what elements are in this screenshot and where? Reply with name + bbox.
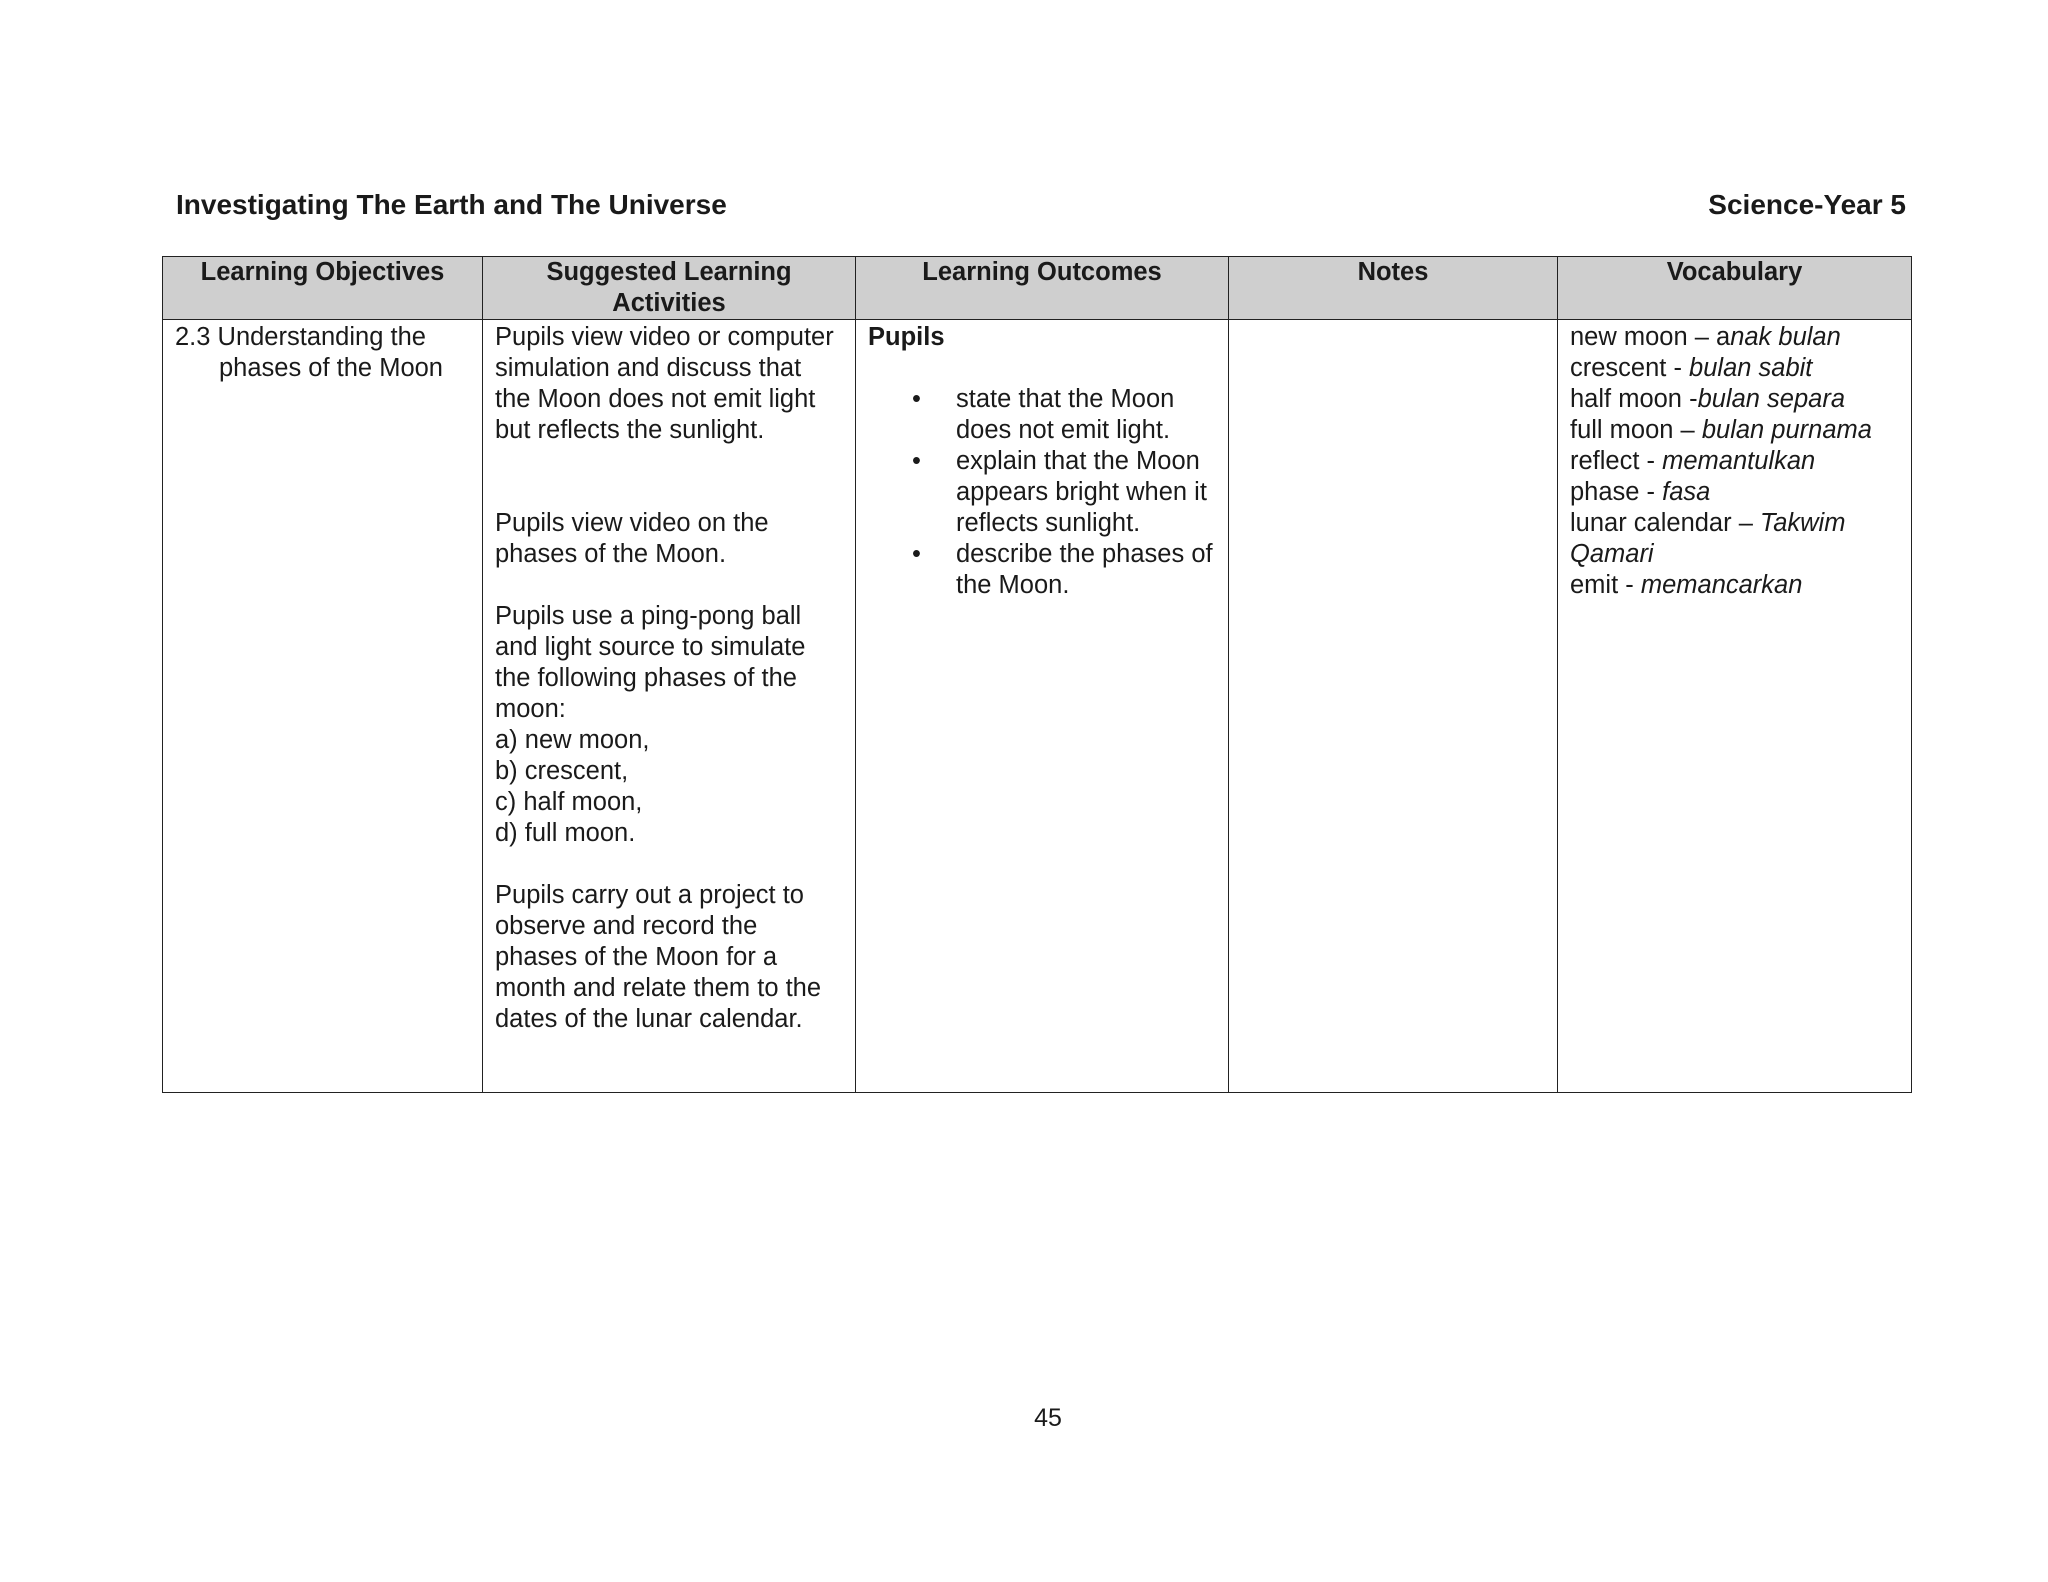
outcomes-heading: Pupils [868,323,945,351]
vocabulary-entry: reflect - memantulkan [1570,447,1816,475]
outcome-item: • explain that the Moon appears bright when it reflects sunlight. [868,446,1216,539]
learning-objective-text: 2.3 Understanding the phases of the Moon [175,323,443,382]
vocabulary-entry: new moon – anak bulan [1570,323,1841,351]
column-header-vocabulary: Vocabulary [1558,257,1912,320]
subject-year-label: Science-Year 5 [1708,189,1906,220]
vocabulary-entry: lunar calendar – Takwim Qamari [1570,509,1846,568]
syllabus-table [162,256,1912,1093]
notes-cell [1229,320,1558,1093]
page-header [176,188,1906,222]
vocabulary-entry: phase - fasa [1570,478,1711,506]
vocabulary-entry: crescent - bulan sabit [1570,354,1813,382]
phase-list-item: a) new moon, [495,726,650,754]
activity-paragraph: Pupils view video or computer simulation and discuss that the Moon does not emit light but reflects the sunlight. [495,323,834,444]
vocabulary-entry: full moon – bulan purnama [1570,416,1872,444]
outcome-item: • state that the Moon does not emit light. [868,384,1216,446]
table-row [163,320,1912,1093]
outcomes-list [868,384,1216,601]
activity-paragraph: Pupils view video on the phases of the Moon. [495,509,769,568]
table-header-row [163,257,1912,320]
outcome-item: • describe the phases of the Moon. [868,539,1216,601]
column-header-learning-objectives: Learning Objectives [163,257,483,320]
phase-list-item: c) half moon, [495,788,643,816]
column-header-learning-outcomes: Learning Outcomes [856,257,1229,320]
phase-list-item: d) full moon. [495,819,636,847]
column-header-suggested-activities: Suggested Learning Activities [483,257,856,320]
activity-paragraph: Pupils carry out a project to observe and record the phases of the Moon for a month and relate them to the dates of the lunar calendar. [495,881,822,1033]
phase-list-item: b) crescent, [495,757,629,785]
page-number: 45 [1034,1404,1062,1432]
vocabulary-entry: emit - memancarkan [1570,571,1803,599]
objective-cell [163,320,483,1093]
vocabulary-cell [1558,320,1912,1093]
outcomes-cell [856,320,1229,1093]
activities-cell [483,320,856,1093]
column-header-notes: Notes [1229,257,1558,320]
activity-intro: Pupils use a ping-pong ball and light source to simulate the following phases of the moon: [495,602,806,723]
activity-paragraph [495,601,843,849]
document-title: Investigating The Earth and The Universe [176,189,727,220]
vocabulary-entry: half moon -bulan separa [1570,385,1846,413]
